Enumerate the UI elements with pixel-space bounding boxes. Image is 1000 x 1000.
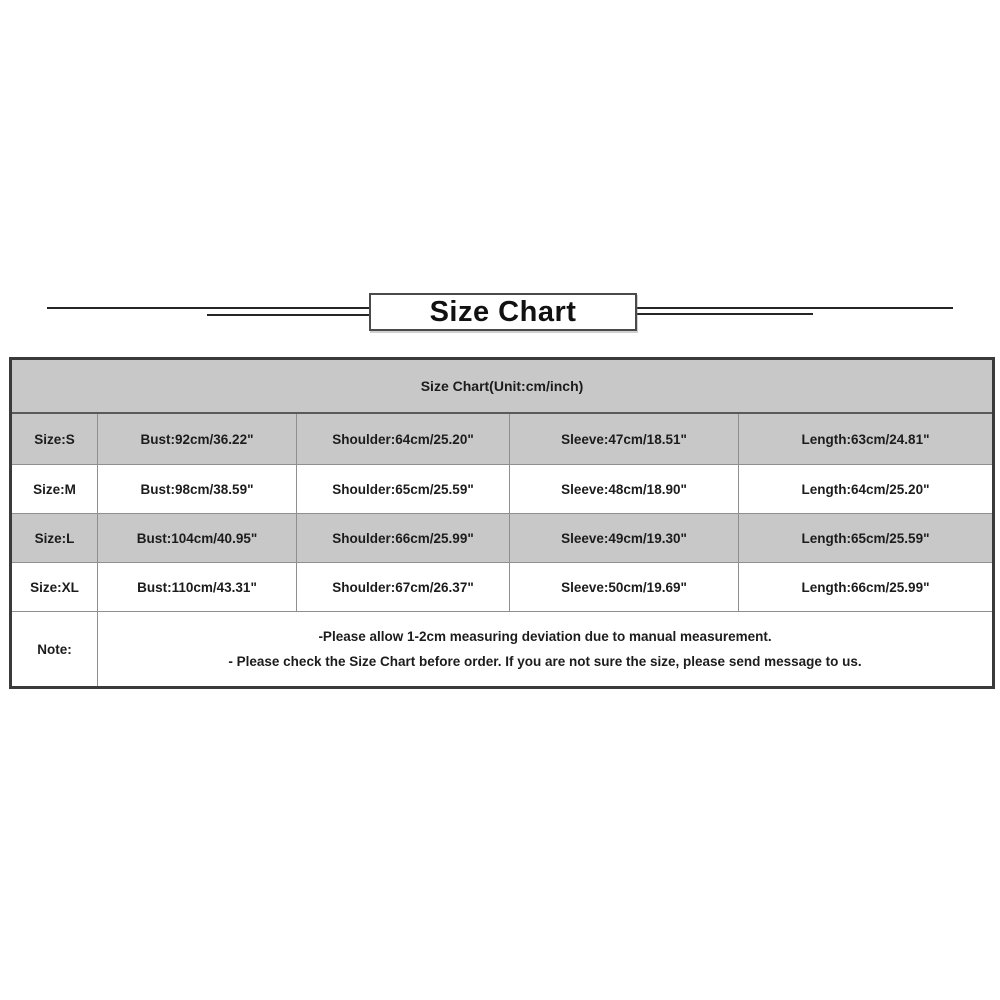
page-title: Size Chart xyxy=(429,295,577,328)
cell-size: Size:L xyxy=(11,514,98,563)
cell-bust: Bust:104cm/40.95" xyxy=(98,514,297,563)
divider-line-left-short xyxy=(207,314,371,316)
cell-size: Size:XL xyxy=(11,563,98,612)
title-divider xyxy=(0,291,1000,335)
cell-shoulder: Shoulder:66cm/25.99" xyxy=(297,514,510,563)
cell-bust: Bust:110cm/43.31" xyxy=(98,563,297,612)
cell-length: Length:66cm/25.99" xyxy=(739,563,994,612)
cell-sleeve: Sleeve:47cm/18.51" xyxy=(510,413,739,465)
note-label: Note: xyxy=(11,612,98,688)
cell-length: Length:64cm/25.20" xyxy=(739,465,994,514)
cell-sleeve: Sleeve:48cm/18.90" xyxy=(510,465,739,514)
table-row-size-l xyxy=(11,514,994,563)
cell-bust: Bust:92cm/36.22" xyxy=(98,413,297,465)
cell-size: Size:M xyxy=(11,465,98,514)
divider-line-right-long xyxy=(635,307,953,309)
cell-length: Length:63cm/24.81" xyxy=(739,413,994,465)
note-line-2: - Please check the Size Chart before order. If you are not sure the size, please send message to us. xyxy=(228,654,862,669)
note-line-1: -Please allow 1-2cm measuring deviation due to manual measurement. xyxy=(318,629,772,644)
cell-shoulder: Shoulder:65cm/25.59" xyxy=(297,465,510,514)
table-row-size-m xyxy=(11,465,994,514)
title-box xyxy=(369,293,637,331)
divider-line-right-short xyxy=(635,313,813,315)
cell-shoulder: Shoulder:64cm/25.20" xyxy=(297,413,510,465)
table-note-row xyxy=(11,612,994,688)
cell-sleeve: Sleeve:50cm/19.69" xyxy=(510,563,739,612)
table-title: Size Chart(Unit:cm/inch) xyxy=(11,359,994,414)
cell-bust: Bust:98cm/38.59" xyxy=(98,465,297,514)
divider-line-left-long xyxy=(47,307,371,309)
table-row-size-s xyxy=(11,413,994,465)
note-content xyxy=(98,612,994,688)
size-table xyxy=(9,357,995,689)
cell-shoulder: Shoulder:67cm/26.37" xyxy=(297,563,510,612)
cell-length: Length:65cm/25.59" xyxy=(739,514,994,563)
cell-sleeve: Sleeve:49cm/19.30" xyxy=(510,514,739,563)
table-row-size-xl xyxy=(11,563,994,612)
cell-size: Size:S xyxy=(11,413,98,465)
table-header-row xyxy=(11,359,994,414)
